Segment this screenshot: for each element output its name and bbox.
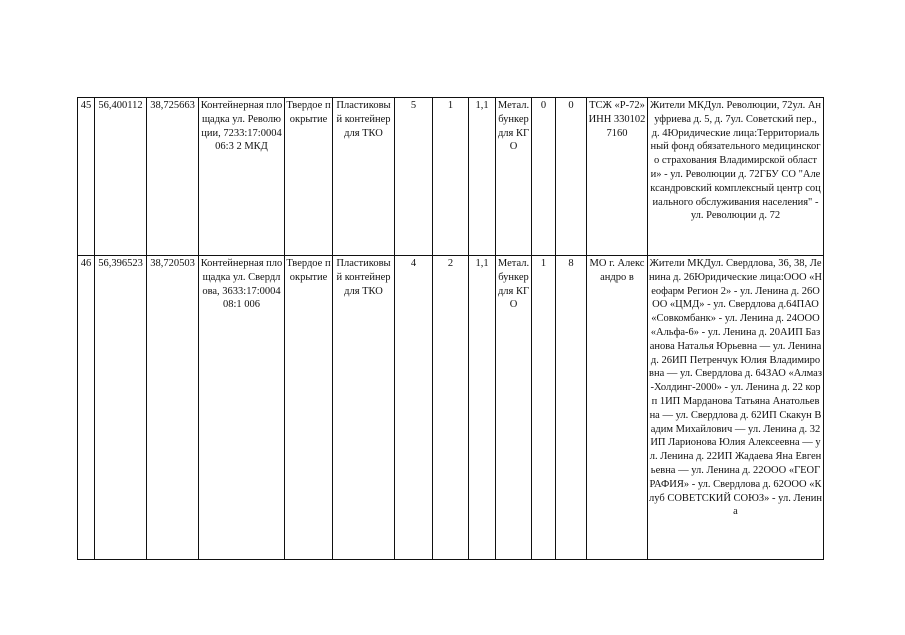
latitude: 56,396523	[98, 258, 143, 269]
row-number-cell	[78, 256, 95, 560]
bunker-volume: 8	[568, 258, 574, 269]
owner-info: ТСЖ «Р-72» ИНН 3301027160	[588, 100, 646, 139]
bunker-count: 0	[540, 100, 547, 111]
surface-cell	[285, 256, 333, 560]
container-count: 5	[410, 100, 417, 111]
sources-cell	[648, 256, 824, 560]
waste-sources: Жители МКДул. Свердлова, 36, 38, Ленина д. 26Юридические лица:ООО «Неофарм Регион 2» - ул. Ленина д. 26ООО «ЦМД» - ул. Свердлова д.64ПАО «Совкомбанк» - ул. Ленина д. 24ООО «Альфа-6» - ул. Ленина д. 20АИП Базанова Наталья Юрьевна — ул. Ленина д. 26ИП Петренчук Юлия Владимировна — ул. Свердлова д. 64ЗАО «Алмаз-Холдинг-2000» - ул. Ленина д. 22 корп 1ИП Марданова Татьяна Анатольевна — ул. Свердлова д. 62ИП Скакун Вадим Михайлович — ул. Ленина д. 32ИП Ларионова Юлия Алексеевна — ул. Ленина д. 22ИП Жадаева Яна Евгеньевна — ул. Ленина д. 22ООО «ГЕОГРАФИЯ» - ул. Свердлова д. 62ООО «Клуб СОВЕТСКИЙ СОЮЗ» - ул. Ленина	[649, 258, 823, 518]
col-k-cell	[532, 256, 556, 560]
row-number: 45	[80, 100, 92, 111]
bunker-type: Метал. бункер для КГО	[497, 258, 530, 311]
table-row	[78, 98, 824, 256]
volume-cell	[469, 98, 496, 256]
surface-cell	[285, 98, 333, 256]
waste-sources: Жители МКДул. Революции, 72ул. Ануфриева д. 5, д. 7ул. Советский пер., д. 4Юридические лица:Территориальный фонд обязательного медицинского страхования Владимирской области» - ул. Революции д. 72ГБУ СО "Александровский комплексный центр социального обслуживания населения" - ул. Революции д. 72	[649, 100, 822, 222]
row-number-cell	[78, 98, 95, 256]
container-count-secondary: 2	[447, 258, 454, 269]
site-description: Контейнерная площадка ул. Свердлова, 3633:17:000408:1 006	[200, 258, 283, 311]
owner-cell	[587, 98, 648, 256]
site-description: Контейнерная площадка ул. Революции, 7233:17:000406:3 2 МКД	[200, 100, 283, 153]
col-l-cell	[556, 256, 587, 560]
container-count: 4	[410, 258, 417, 269]
surface-type: Твердое покрытие	[286, 258, 331, 283]
count-a-cell	[395, 256, 433, 560]
count-a-cell	[395, 98, 433, 256]
longitude-cell	[147, 256, 199, 560]
site-description-cell	[199, 98, 285, 256]
owner-cell	[587, 256, 648, 560]
sources-cell	[648, 98, 824, 256]
container-volume: 1,1	[475, 258, 489, 269]
site-description-cell	[199, 256, 285, 560]
container-type-cell	[333, 256, 395, 560]
latitude: 56,400112	[98, 100, 143, 111]
row-number: 46	[80, 258, 92, 269]
container-volume: 1,1	[475, 100, 489, 111]
longitude: 38,720503	[150, 258, 195, 269]
owner-info: МО г. Александро в	[589, 258, 645, 283]
bunker-cell	[496, 256, 532, 560]
col-l-cell	[556, 98, 587, 256]
surface-type: Твердое покрытие	[286, 100, 331, 125]
bunker-volume: 0	[568, 100, 574, 111]
latitude-cell	[95, 256, 147, 560]
volume-cell	[469, 256, 496, 560]
col-k-cell	[532, 98, 556, 256]
latitude-cell	[95, 98, 147, 256]
container-type: Пластиковы й контейнер для ТКО	[336, 258, 391, 297]
longitude-cell	[147, 98, 199, 256]
longitude: 38,725663	[150, 100, 195, 111]
bunker-count: 1	[540, 258, 547, 269]
container-count-secondary: 1	[447, 100, 454, 111]
container-type-cell	[333, 98, 395, 256]
container-type: Пластиковы й контейнер для ТКО	[336, 100, 391, 139]
bunker-type: Метал. бункер для КГО	[497, 100, 530, 153]
registry-table	[77, 97, 824, 560]
bunker-cell	[496, 98, 532, 256]
count-b-cell	[433, 98, 469, 256]
table-row	[78, 256, 824, 560]
count-b-cell	[433, 256, 469, 560]
